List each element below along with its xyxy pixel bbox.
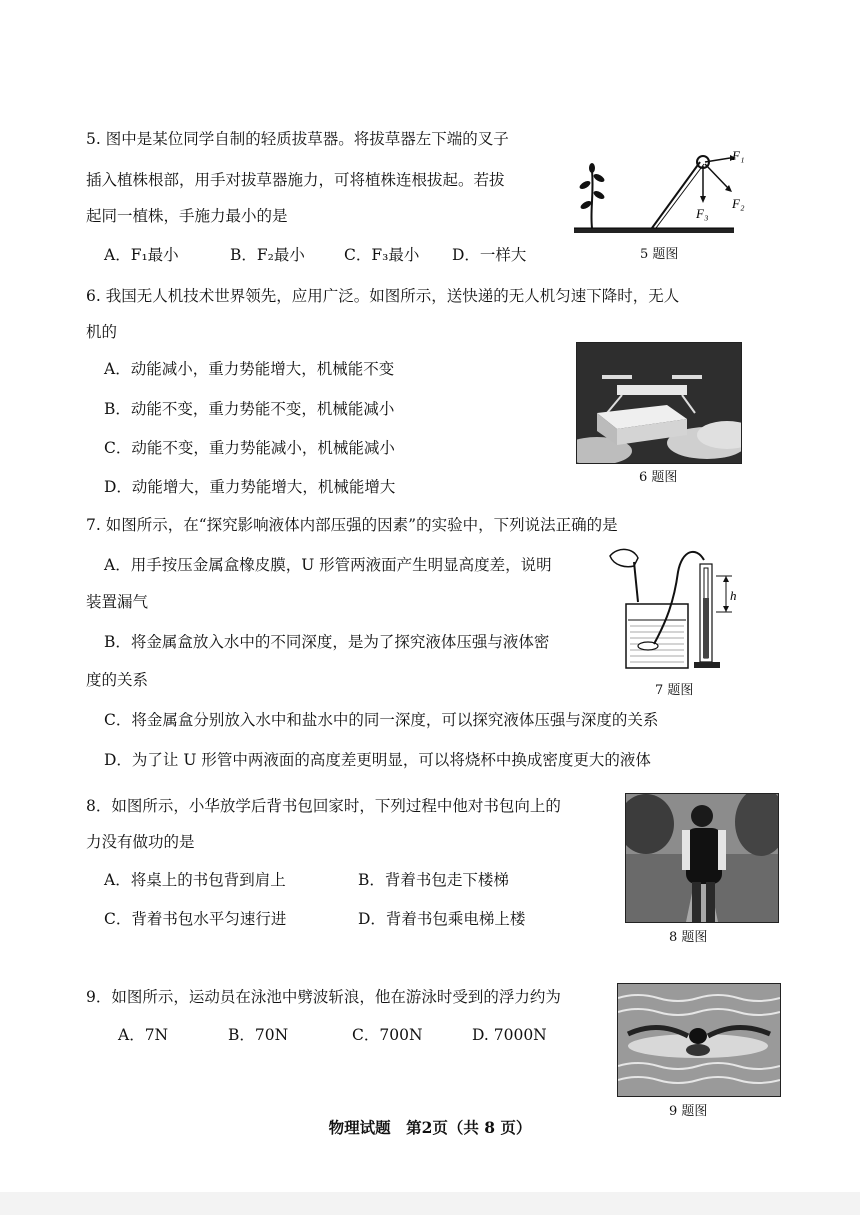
q5-line-2: 插入植株根部，用手对拔草器施力，可将植株连根拔起。若拔 (86, 171, 505, 189)
q5-line-1: 5. 图中是某位同学自制的轻质拔草器。将拔草器左下端的叉子 (86, 130, 509, 148)
q8-line-1: 8．如图所示，小华放学后背书包回家时，下列过程中他对书包向上的 (86, 797, 561, 815)
force-label-f3: F₃ (696, 206, 709, 221)
q9-option-c: C．700N (352, 1026, 423, 1044)
pressure-gauge-figure (604, 542, 754, 678)
swimmer-photo (617, 983, 781, 1097)
q8-option-a: A．将桌上的书包背到肩上 (104, 871, 286, 889)
weed-puller-figure (572, 140, 762, 240)
q7-option-a-line-1: A．用手按压金属盒橡皮膜，U 形管两液面产生明显高度差，说明 (104, 556, 552, 574)
student-backpack-photo (625, 793, 779, 923)
q7-option-b-line-1: B．将金属盒放入水中的不同深度，是为了探究液体压强与液体密 (104, 633, 550, 651)
q6-option-d: D．动能增大，重力势能增大，机械能增大 (104, 478, 396, 496)
q6-line-2: 机的 (86, 323, 118, 341)
q9-line-1: 9．如图所示，运动员在泳池中劈波斩浪，他在游泳时受到的浮力约为 (86, 988, 561, 1006)
q5-option-b: B．F₂最小 (230, 246, 305, 264)
q8-option-c: C．背着书包水平匀速行进 (104, 910, 287, 928)
q6-option-b: B．动能不变，重力势能不变，机械能减小 (104, 400, 395, 418)
q9-option-a: A．7N (118, 1026, 169, 1044)
q8-figure-caption: 8 题图 (669, 930, 708, 945)
q5-option-c: C．F₃最小 (344, 246, 420, 264)
q5-line-3: 起同一植株，手施力最小的是 (86, 207, 288, 225)
q7-figure-caption: 7 题图 (655, 683, 694, 698)
q7-option-d: D．为了让 U 形管中两液面的高度差更明显，可以将烧杯中换成密度更大的液体 (104, 751, 651, 769)
q6-line-1: 6. 我国无人机技术世界领先，应用广泛。如图所示，送快递的无人机匀速下降时，无人 (86, 287, 680, 305)
q5-option-d: D．一样大 (452, 246, 527, 264)
q7-option-b-line-2: 度的关系 (86, 671, 149, 689)
h-label: h (730, 588, 737, 603)
q9-option-d: D. 7000N (472, 1026, 547, 1044)
q9-figure-caption: 9 题图 (669, 1104, 708, 1119)
q6-option-a: A．动能减小，重力势能增大，机械能不变 (104, 360, 395, 378)
bottom-scan-band (0, 1192, 860, 1215)
force-label-f1: F₁ (732, 148, 745, 163)
q7-option-a-line-2: 装置漏气 (86, 593, 149, 611)
q5-option-a: A．F₁最小 (104, 246, 179, 264)
q7-line-1: 7. 如图所示，在“探究影响液体内部压强的因素”的实验中，下列说法正确的是 (86, 516, 618, 534)
q8-option-d: D．背着书包乘电梯上楼 (358, 910, 526, 928)
q9-option-b: B．70N (228, 1026, 289, 1044)
q5-figure-caption: 5 题图 (640, 247, 679, 262)
q7-option-c: C．将金属盒分别放入水中和盐水中的同一深度，可以探究液体压强与深度的关系 (104, 711, 659, 729)
force-label-f2: F₂ (732, 196, 745, 211)
q8-option-b: B．背着书包走下楼梯 (358, 871, 509, 889)
drone-photo (576, 342, 742, 464)
q8-line-2: 力没有做功的是 (86, 833, 195, 851)
q6-figure-caption: 6 题图 (639, 470, 678, 485)
page-footer: 物理试题 第2页（共 8 页） (328, 1118, 532, 1137)
q6-option-c: C．动能不变，重力势能减小，机械能减小 (104, 439, 395, 457)
